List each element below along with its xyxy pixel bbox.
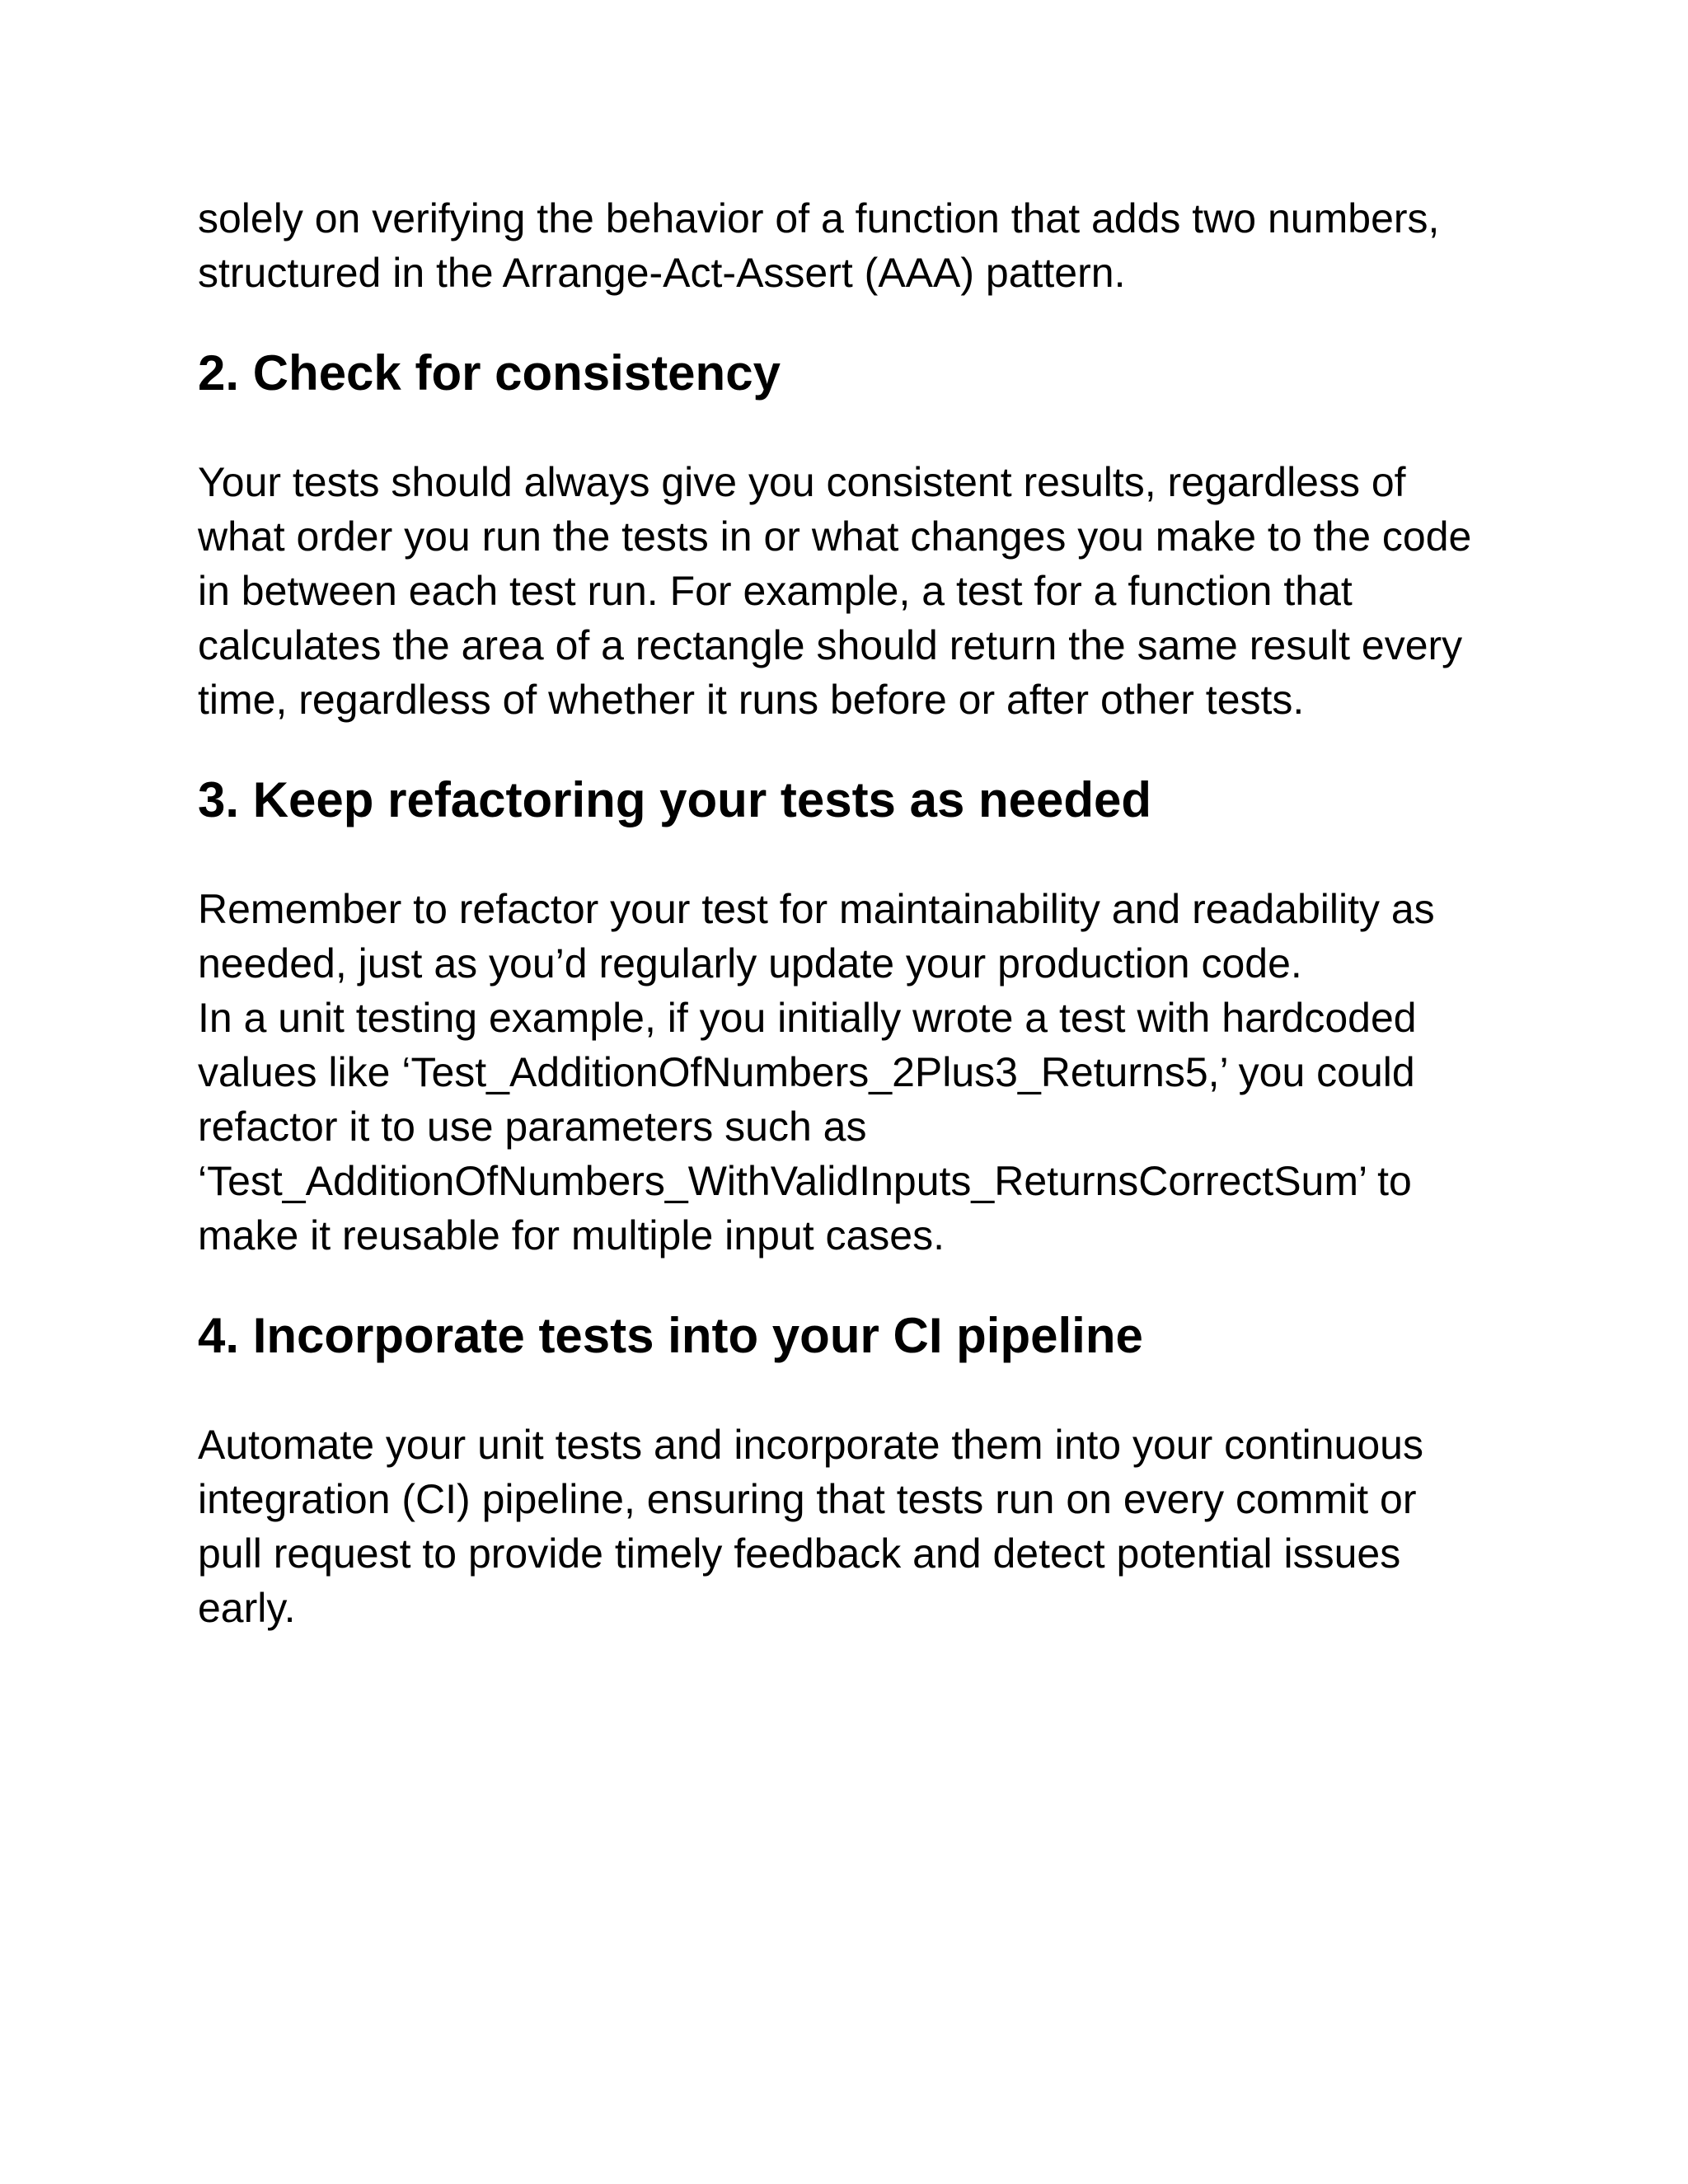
intro-paragraph: [198, 191, 1500, 300]
text-line: needed, just as you’d regularly update your production code.: [198, 940, 1302, 987]
text-line: values like ‘Test_AdditionOfNumbers_2Plus3_Returns5,’ you could: [198, 1049, 1415, 1095]
section-paragraph-ci-pipeline: [198, 1418, 1500, 1635]
text-line: ‘Test_AdditionOfNumbers_WithValidInputs_ReturnsCorrectSum’ to: [198, 1158, 1412, 1204]
section-paragraph-consistency: [198, 455, 1500, 727]
section-paragraph-refactoring: [198, 882, 1500, 1263]
text-line: make it reusable for multiple input cases.: [198, 1212, 945, 1258]
text-line: solely on verifying the behavior of a function that adds two numbers,: [198, 195, 1440, 241]
document-body: [198, 191, 1500, 1635]
text-line: Automate your unit tests and incorporate them into your continuous: [198, 1422, 1423, 1468]
text-line: In a unit testing example, if you initially wrote a test with hardcoded: [198, 995, 1417, 1041]
text-line: what order you run the tests in or what changes you make to the code: [198, 513, 1472, 560]
section-heading-ci-pipeline: 4. Incorporate tests into your CI pipeline: [198, 1308, 1143, 1363]
section-heading-refactoring: 3. Keep refactoring your tests as needed: [198, 772, 1152, 827]
text-line: Your tests should always give you consistent results, regardless of: [198, 459, 1406, 505]
text-line: refactor it to use parameters such as: [198, 1104, 867, 1150]
section-heading-consistency: 2. Check for consistency: [198, 345, 781, 401]
text-line: integration (CI) pipeline, ensuring that tests run on every commit or: [198, 1476, 1417, 1522]
text-line: structured in the Arrange-Act-Assert (AAA) pattern.: [198, 250, 1126, 296]
text-line: pull request to provide timely feedback and detect potential issues: [198, 1530, 1401, 1577]
text-line: time, regardless of whether it runs before or after other tests.: [198, 677, 1305, 723]
text-line: Remember to refactor your test for maintainability and readability as: [198, 886, 1435, 932]
text-line: in between each test run. For example, a test for a function that: [198, 568, 1353, 614]
text-line: calculates the area of a rectangle should return the same result every: [198, 622, 1463, 668]
text-line: early.: [198, 1585, 296, 1631]
